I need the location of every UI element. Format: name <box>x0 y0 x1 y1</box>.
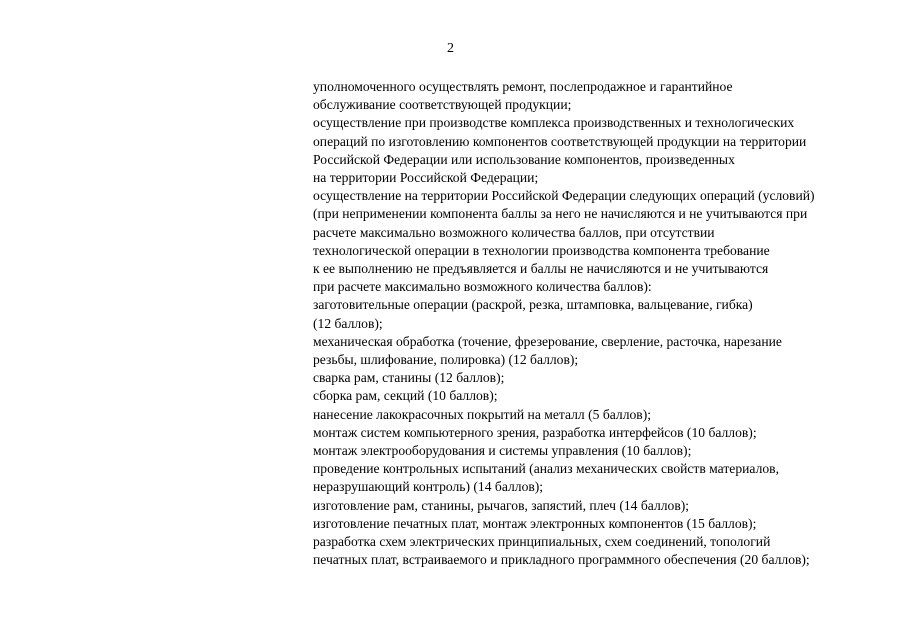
page-number: 2 <box>447 41 454 56</box>
text-line: (при неприменении компонента баллы за него не начисляются и не учитываются при <box>313 206 808 222</box>
text-line: обслуживание соответствующей продукции; <box>313 97 572 113</box>
document-body <box>313 78 893 569</box>
text-line: сварка рам, станины (12 баллов); <box>313 370 505 386</box>
text-line: операций по изготовлению компонентов соответствующей продукции на территории <box>313 133 807 149</box>
text-line: к ее выполнению не предъявляется и баллы не начисляются и не учитываются <box>313 261 769 277</box>
text-line: осуществление на территории Российской Федерации следующих операций (условий) <box>313 188 815 204</box>
text-line: нанесение лакокрасочных покрытий на металл (5 баллов); <box>313 406 651 422</box>
text-line: проведение контрольных испытаний (анализ механических свойств материалов, <box>313 461 779 477</box>
text-line: при расчете максимально возможного количества баллов): <box>313 279 652 295</box>
text-line: механическая обработка (точение, фрезерование, сверление, расточка, нарезание <box>313 333 782 349</box>
text-line: печатных плат, встраиваемого и прикладного программного обеспечения (20 баллов); <box>313 552 810 568</box>
text-line: (12 баллов); <box>313 315 383 331</box>
text-line: технологической операции в технологии производства компонента требование <box>313 242 770 258</box>
text-line: сборка рам, секций (10 баллов); <box>313 388 498 404</box>
text-line: расчете максимально возможного количества баллов, при отсутствии <box>313 224 715 240</box>
text-line: неразрушающий контроль) (14 баллов); <box>313 479 544 495</box>
text-line: на территории Российской Федерации; <box>313 170 539 186</box>
text-line: разработка схем электрических принципиальных, схем соединений, топологий <box>313 534 771 550</box>
text-line: осуществление при производстве комплекса производственных и технологических <box>313 115 795 131</box>
text-line: резьбы, шлифование, полировка) (12 баллов); <box>313 352 579 368</box>
text-line: монтаж систем компьютерного зрения, разработка интерфейсов (10 баллов); <box>313 424 757 440</box>
text-line: изготовление печатных плат, монтаж электронных компонентов (15 баллов); <box>313 515 757 531</box>
text-line: заготовительные операции (раскрой, резка, штамповка, вальцевание, гибка) <box>313 297 753 313</box>
text-line: уполномоченного осуществлять ремонт, послепродажное и гарантийное <box>313 79 733 94</box>
text-line: изготовление рам, станины, рычагов, запястий, плеч (14 баллов); <box>313 497 690 513</box>
text-line: Российской Федерации или использование компонентов, произведенных <box>313 151 735 167</box>
text-line: монтаж электрооборудования и системы управления (10 баллов); <box>313 443 692 459</box>
